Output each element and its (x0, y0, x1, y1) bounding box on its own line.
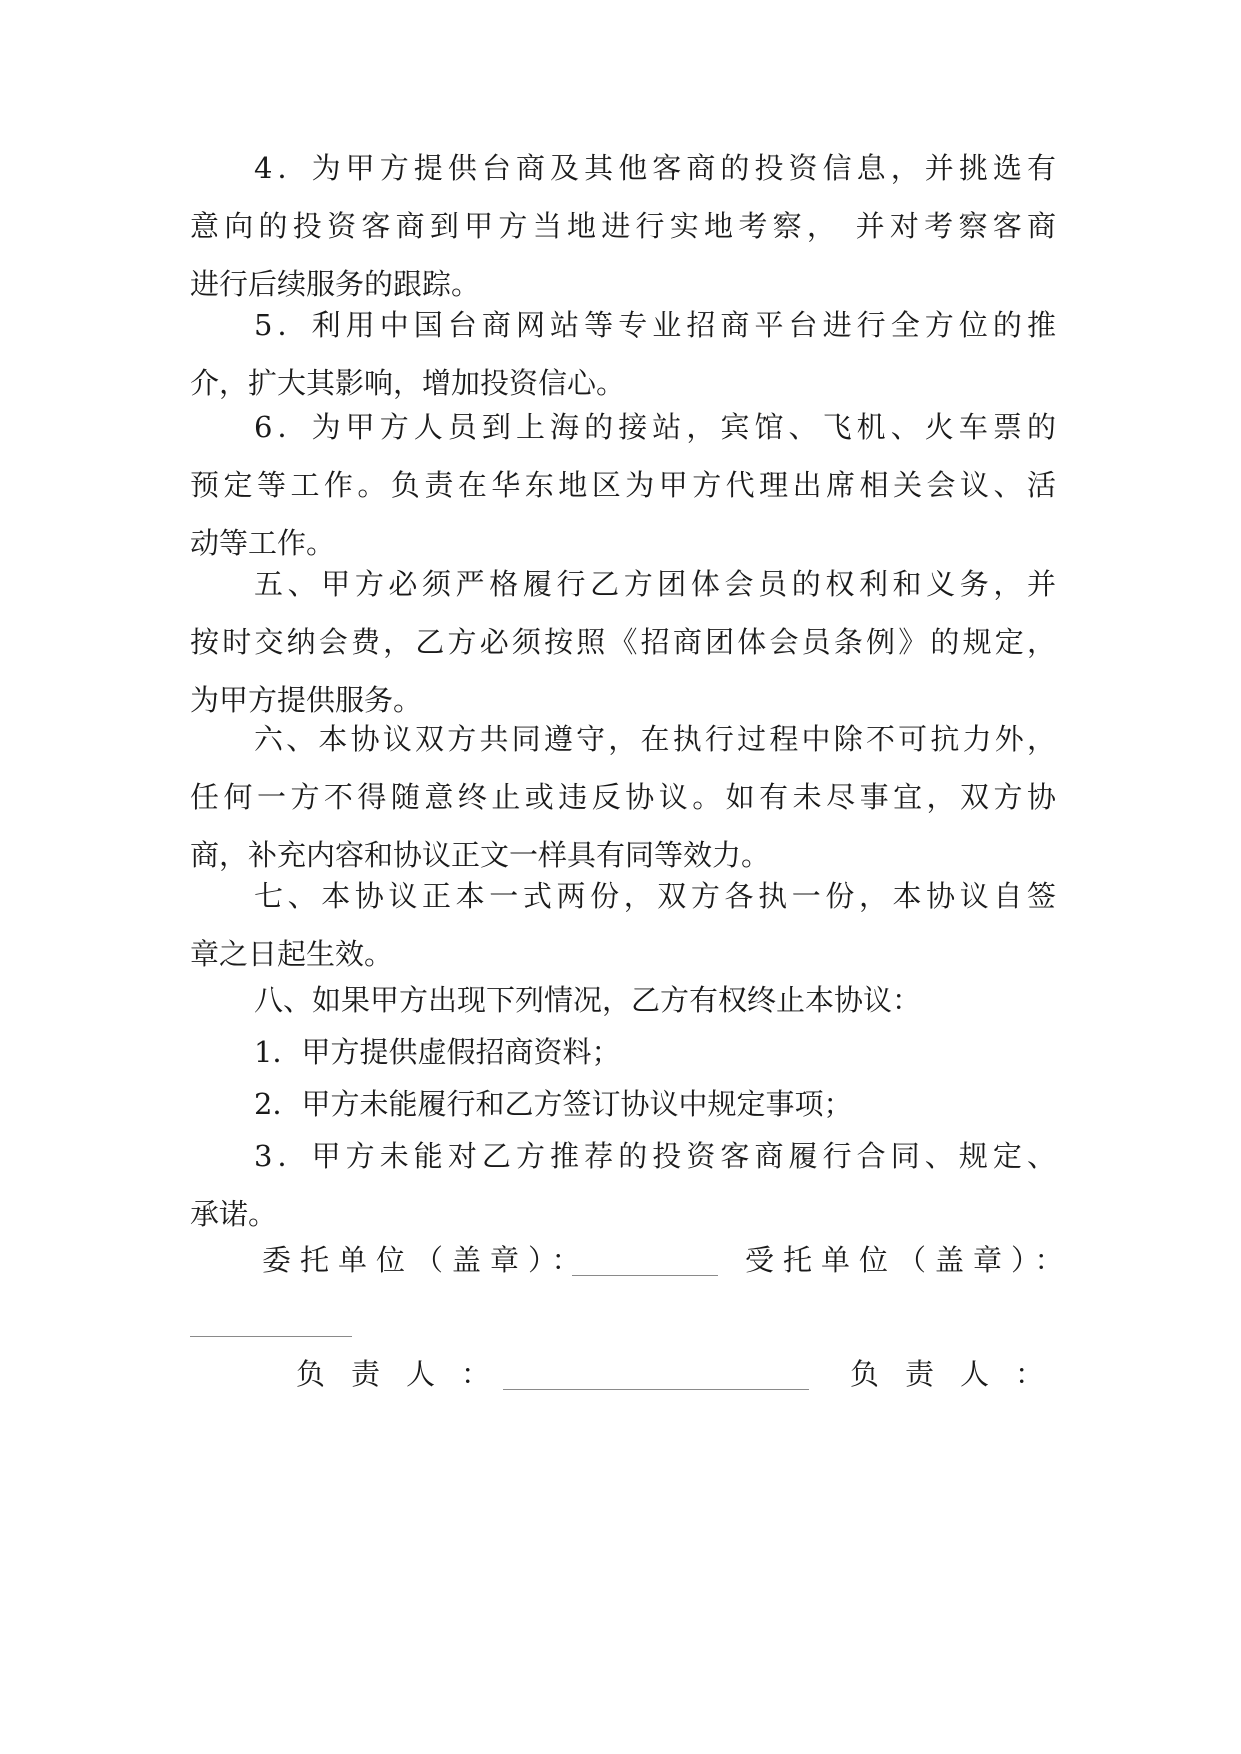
clause-4 (190, 139, 1056, 313)
article-7 (190, 867, 1056, 983)
clause-line: 4．为甲方提供台商及其他客商的投资信息，并挑选有 (254, 151, 1056, 185)
article-5 (190, 555, 1056, 729)
condition-2 (190, 1075, 1056, 1133)
clause-line: 预定等工作。负责在华东地区为甲方代理出席相关会议、活 (190, 468, 1056, 502)
clause-6 (190, 398, 1056, 572)
clause-line: 承诺。 (190, 1197, 278, 1231)
condition-3 (190, 1127, 1056, 1243)
article-8 (190, 971, 1056, 1029)
signature-person-row (190, 1345, 1071, 1403)
clause-line: 五、甲方必须严格履行乙方团体会员的权利和义务，并 (254, 567, 1056, 601)
clause-line: 为甲方提供服务。 (190, 683, 423, 717)
clause-line: 八、如果甲方出现下列情况，乙方有权终止本协议： (254, 983, 922, 1017)
clause-line: 意向的投资客商到甲方当地进行实地考察， 并对考察客商 (190, 209, 1056, 243)
signature-unit-row (190, 1231, 1073, 1289)
clause-line: 6．为甲方人员到上海的接站，宾馆、飞机、火车票的 (254, 410, 1056, 444)
clause-line: 七、本协议正本一式两份，双方各执一份，本协议自签 (254, 879, 1056, 913)
client-unit-label: 委托单位（盖章）： (262, 1243, 590, 1277)
clause-line: 介，扩大其影响，增加投资信心。 (190, 366, 626, 400)
clause-line: 任何一方不得随意终止或违反协议。如有未尽事宜，双方协 (190, 780, 1056, 814)
clause-line: 按时交纳会费，乙方必须按照《招商团体会员条例》的规定， (190, 625, 1056, 659)
client-person-blank[interactable] (503, 1389, 809, 1390)
clause-line: 六、本协议双方共同遵守，在执行过程中除不可抗力外， (254, 722, 1056, 756)
clause-line: 商，补充内容和协议正文一样具有同等效力。 (190, 838, 771, 872)
trustee-person-label: 负责人： (850, 1357, 1071, 1391)
clause-line: 3．甲方未能对乙方推荐的投资客商履行合同、规定、 (254, 1139, 1056, 1173)
clause-line: 2．甲方未能履行和乙方签订协议中规定事项； (254, 1087, 853, 1121)
clause-line: 进行后续服务的跟踪。 (190, 267, 481, 301)
clause-line: 章之日起生效。 (190, 937, 394, 971)
clause-line: 1．甲方提供虚假招商资料； (254, 1035, 621, 1069)
condition-1 (190, 1023, 1056, 1081)
trustee-unit-blank[interactable] (190, 1336, 352, 1337)
trustee-unit-label: 受托单位（盖章）： (745, 1243, 1073, 1277)
client-person-label: 负责人： (296, 1357, 517, 1391)
clause-line: 5．利用中国台商网站等专业招商平台进行全方位的推 (254, 308, 1056, 342)
clause-line: 动等工作。 (190, 526, 336, 560)
article-6 (190, 710, 1056, 884)
client-unit-blank[interactable] (572, 1275, 718, 1276)
clause-5 (190, 296, 1056, 412)
